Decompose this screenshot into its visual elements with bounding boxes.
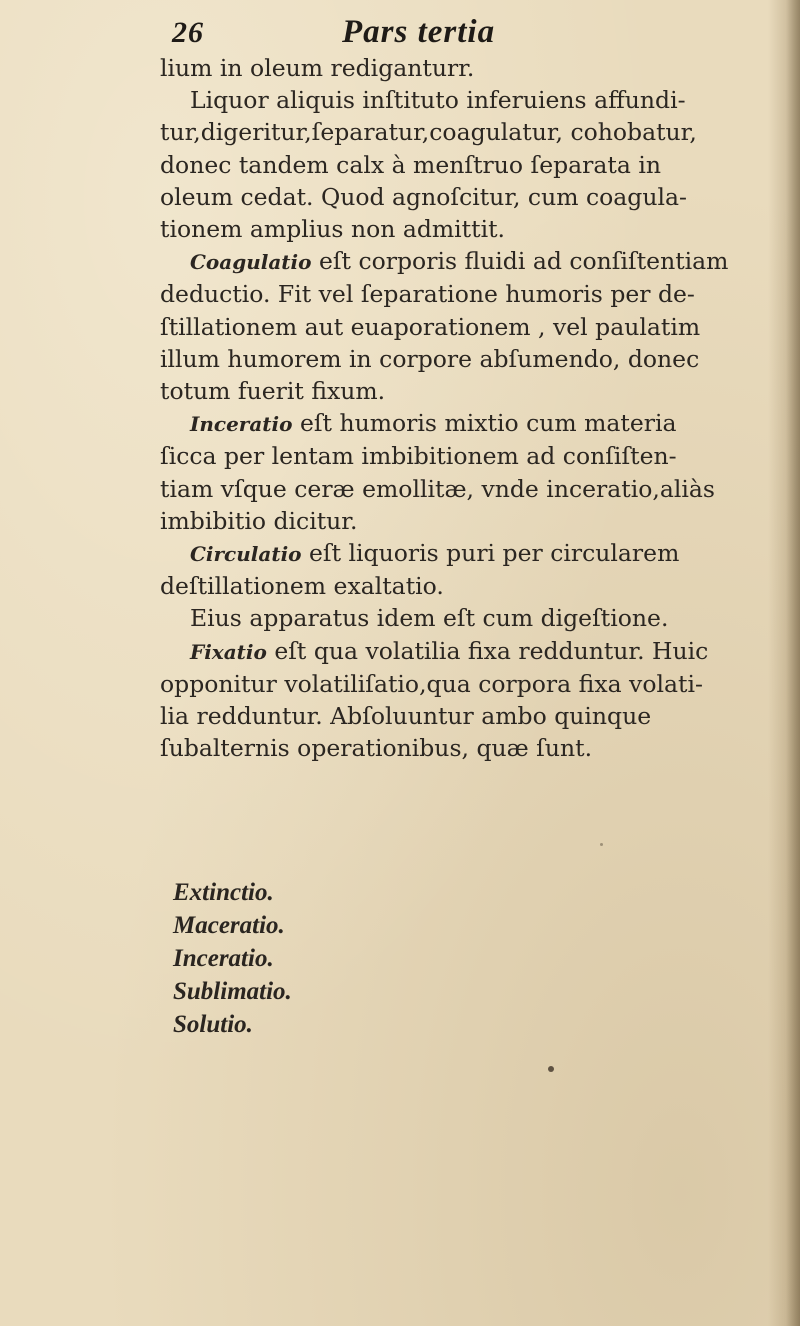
defined-term: Inceratio: [190, 412, 293, 437]
text-line: [160, 505, 770, 537]
line-text: deſtillationem exaltatio.: [160, 572, 444, 601]
text-line: [160, 473, 770, 505]
text-line: [160, 407, 770, 440]
operations-list: [173, 876, 473, 1041]
line-text: tiam vſque ceræ emollitæ, vnde inceratio,aliàs: [160, 474, 715, 503]
text-line: [160, 84, 770, 116]
line-text: eſt qua volatilia fixa redduntur. Huic: [266, 636, 709, 665]
text-line: [160, 570, 770, 602]
text-line: [160, 668, 770, 700]
line-text: donec tandem calx à menſtruo ſeparata in: [160, 150, 661, 179]
line-text: ſicca per lentam imbibitionem ad conſiſten-: [160, 442, 677, 471]
line-text: eſt liquoris puri per circularem: [301, 539, 680, 568]
text-line: [160, 149, 770, 181]
defined-term: Fixatio: [190, 639, 267, 664]
line-text: oleum cedat. Quod agnoſcitur, cum coagula-: [160, 182, 687, 211]
text-line: [160, 440, 770, 472]
running-head: Pars tertia: [342, 14, 496, 50]
page-number: 26: [172, 16, 204, 49]
line-text: ſubalternis operationibus, quæ ſunt.: [160, 734, 593, 763]
list-item: Inceratio.: [173, 945, 274, 972]
line-text: lium in oleum rediganturr.: [160, 54, 475, 82]
text-line: [160, 635, 770, 668]
text-line: [160, 375, 770, 407]
text-line: [160, 537, 770, 570]
list-item: Solutio.: [173, 1011, 253, 1038]
body-text: [160, 52, 770, 764]
line-text: deductio. Fit vel ſeparatione humoris per de-: [160, 280, 695, 309]
text-line: [160, 245, 770, 278]
list-item: Extinctio.: [173, 879, 274, 906]
ink-speck: [548, 1066, 554, 1072]
defined-term: Circulatio: [190, 542, 302, 567]
ink-speck: [600, 843, 603, 846]
line-text: opponitur volatiliſatio,qua corpora fixa volati-: [160, 669, 703, 698]
defined-term: Coagulatio: [190, 250, 312, 275]
list-item: Sublimatio.: [173, 978, 292, 1005]
text-line: [160, 181, 770, 213]
line-text: lia redduntur. Abſoluuntur ambo quinque: [160, 702, 652, 731]
line-text: imbibitio dicitur.: [160, 506, 358, 535]
line-text: ſtillationem aut euaporationem , vel paulatim: [160, 312, 701, 341]
text-line: [160, 311, 770, 343]
text-line: [160, 602, 770, 634]
line-text: Eius apparatus idem eſt cum digeſtione.: [190, 604, 669, 633]
text-line: [160, 700, 770, 732]
line-text: tionem amplius non admittit.: [160, 215, 505, 244]
list-item: Maceratio.: [173, 912, 285, 939]
line-text: Liquor aliquis inſtituto inferuiens affundi-: [190, 86, 686, 115]
line-text: eſt humoris mixtio cum materia: [292, 409, 677, 438]
line-text: totum fuerit fixum.: [160, 377, 386, 406]
text-line: [160, 732, 770, 764]
text-line: [160, 343, 770, 375]
line-text: tur,digeritur,ſeparatur,coagulatur, cohobatur,: [160, 118, 697, 147]
text-line: [160, 213, 770, 245]
page-edge-shadow: [786, 0, 800, 1326]
line-text: eſt corporis fluidi ad conſiſtentiam: [311, 247, 729, 276]
text-line: [160, 116, 770, 148]
text-line: [160, 52, 770, 84]
line-text: illum humorem in corpore abſumendo, donec: [160, 344, 700, 373]
text-line: [160, 278, 770, 310]
